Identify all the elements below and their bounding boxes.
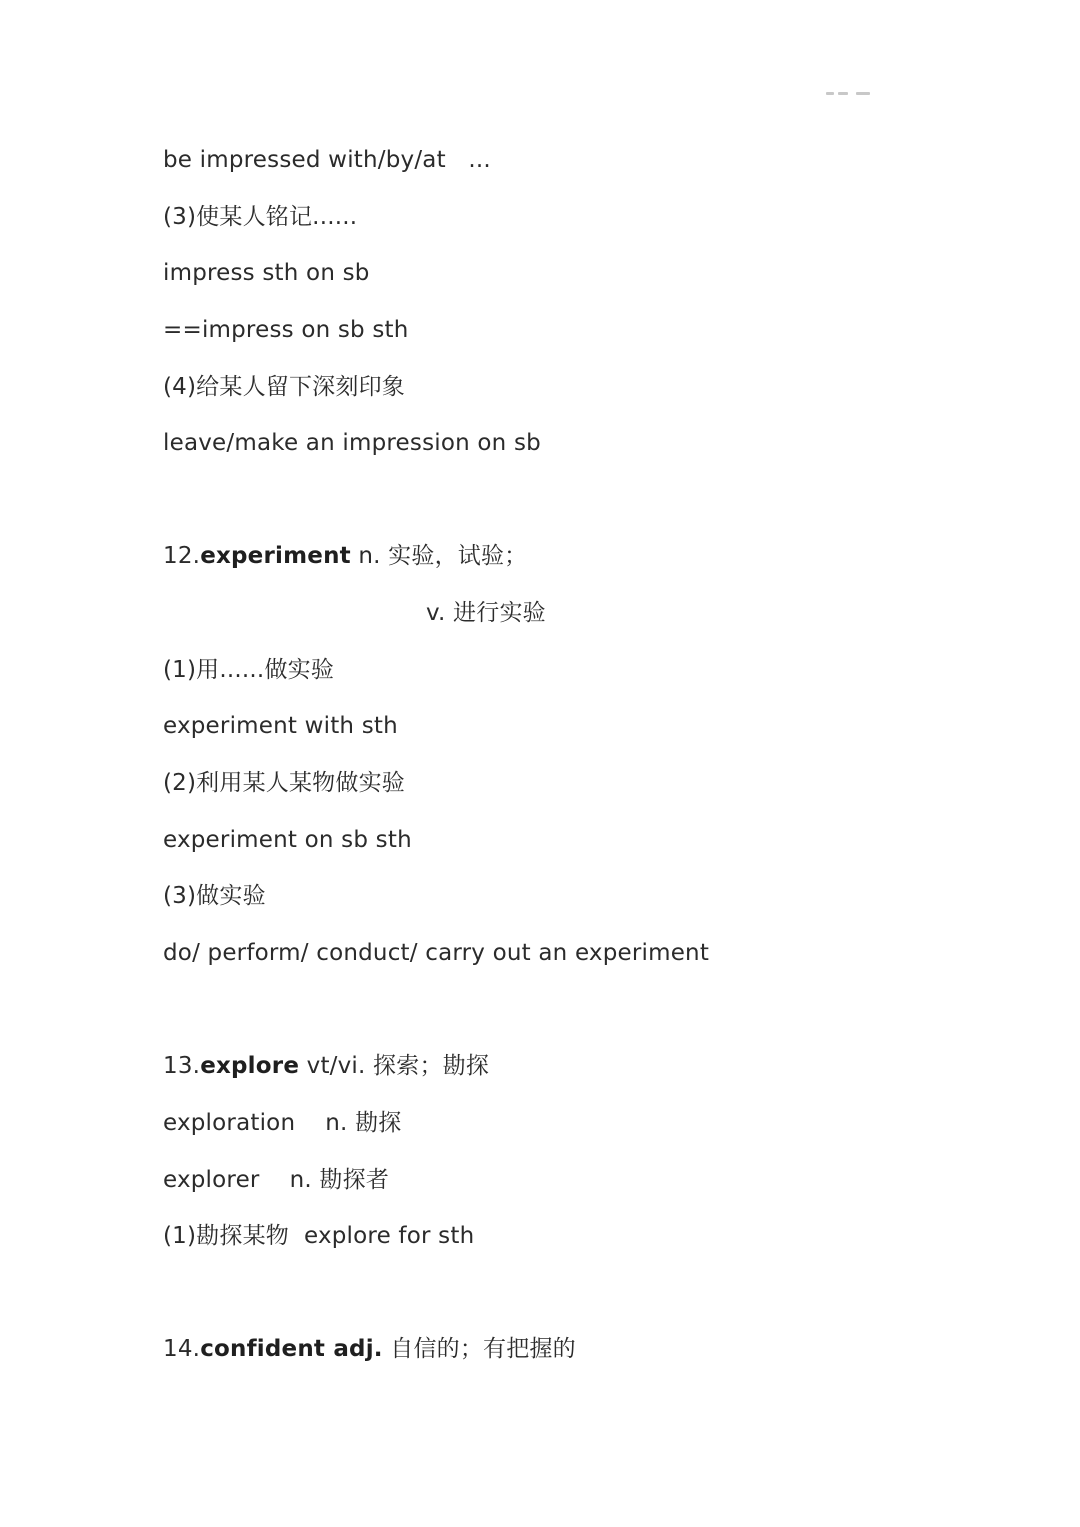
phrase-line: be impressed with/by/at ...: [163, 147, 491, 173]
headword: explore: [200, 1053, 300, 1079]
phrase-line: experiment with sth: [163, 713, 398, 739]
derivative-line: explorer n. 勘探者: [163, 1167, 390, 1193]
entry-number: 14.: [163, 1336, 201, 1362]
headword-definition: n. 实验，试验；: [350, 543, 528, 569]
meaning-line: (3)使某人铭记......: [163, 204, 358, 230]
meaning-line: (1)用......做实验: [163, 657, 335, 683]
meaning-line: (2)利用某人某物做实验: [163, 770, 405, 796]
headword-entry-14: [163, 1334, 576, 1364]
entry-number: 12.: [163, 543, 201, 569]
phrase-line: (1)勘探某物 explore for sth: [163, 1223, 475, 1249]
phrase-line: leave/make an impression on sb: [163, 430, 541, 456]
scan-artifact-mark: [826, 90, 876, 98]
headword: confident adj.: [200, 1336, 383, 1362]
headword-definition: 自信的；有把握的: [382, 1336, 576, 1362]
phrase-line: experiment on sb sth: [163, 827, 412, 853]
headword-entry-13: [163, 1051, 489, 1081]
phrase-line: do/ perform/ conduct/ carry out an experiment: [163, 940, 710, 966]
headword-definition: vt/vi. 探索；勘探: [299, 1053, 490, 1079]
meaning-line: (4)给某人留下深刻印象: [163, 374, 405, 400]
phrase-line: impress sth on sb: [163, 260, 370, 286]
phrase-line: ==impress on sb sth: [163, 317, 409, 343]
verb-definition-line: v. 进行实验: [426, 600, 546, 626]
entry-number: 13.: [163, 1053, 201, 1079]
derivative-line: exploration n. 勘探: [163, 1110, 402, 1136]
headword: experiment: [200, 543, 351, 569]
headword-entry-12: [163, 541, 527, 571]
meaning-line: (3)做实验: [163, 883, 266, 909]
